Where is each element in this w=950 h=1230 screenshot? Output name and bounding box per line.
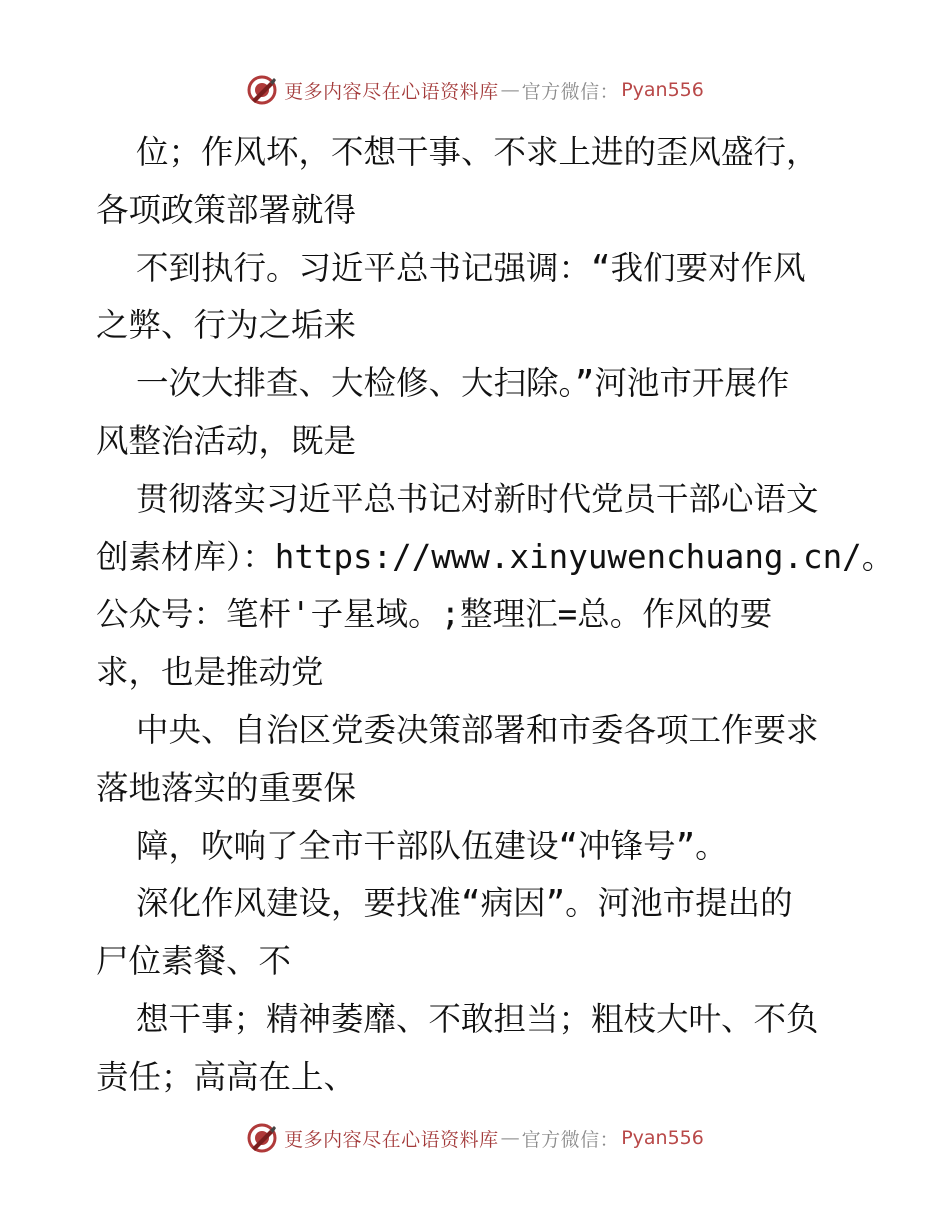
- text-line: 求，也是推动党: [96, 653, 324, 692]
- body-text: [96, 124, 895, 1107]
- text-line: 想干事；精神萎靡、不敢担当；粗枝大叶、不负: [136, 999, 819, 1038]
- text-line: 责任；高高在上、: [96, 1057, 357, 1096]
- footer-banner-wechat-label: 官方微信：: [521, 1128, 620, 1151]
- text-line: 障，吹响了全市干部队伍建设“冲锋号”。: [136, 826, 728, 865]
- footer-banner-separator: —: [500, 1127, 520, 1149]
- text-line: 中央、自治区党委决策部署和市委各项工作要求: [136, 710, 819, 749]
- text-line: 不到执行。习近平总书记强调：“我们要对作风: [136, 248, 806, 287]
- text-line: 创素材库）：https://www.xinyuwenchuang.cn/。: [96, 537, 895, 576]
- text-line: 位；作风坏，不想干事、不求上进的歪风盛行，: [136, 133, 819, 171]
- pen-logo-icon: [246, 1122, 278, 1154]
- text-line: 各项政策部署就得: [96, 190, 357, 229]
- text-line: 尸位素餐、不: [96, 942, 292, 981]
- text-line: 之弊、行为之垢来: [96, 306, 357, 345]
- text-line: 贯彻落实习近平总书记对新时代党员干部心语文: [136, 479, 819, 518]
- header-banner-wechat-label: 官方微信：: [521, 80, 620, 103]
- footer-banner-title: 更多内容尽在心语资料库: [284, 1128, 499, 1151]
- pen-logo-icon: [246, 74, 278, 106]
- text-line: 公众号：笔杆'子星域。;整理汇=总。作风的要: [96, 595, 773, 634]
- header-banner-separator: —: [500, 79, 520, 101]
- header-banner-title: 更多内容尽在心语资料库: [284, 80, 499, 103]
- text-line: 落地落实的重要保: [96, 768, 357, 807]
- header-banner-wechat-id: Pyan556: [621, 79, 704, 101]
- footer-banner-wechat-id: Pyan556: [621, 1127, 704, 1149]
- text-line: 一次大排查、大检修、大扫除。”河池市开展作: [136, 364, 790, 403]
- text-line: 风整治活动，既是: [96, 421, 357, 460]
- footer-banner: [0, 1118, 950, 1158]
- text-line: 深化作风建设，要找准“病因”。河池市提出的: [136, 884, 793, 923]
- header-banner: [0, 70, 950, 110]
